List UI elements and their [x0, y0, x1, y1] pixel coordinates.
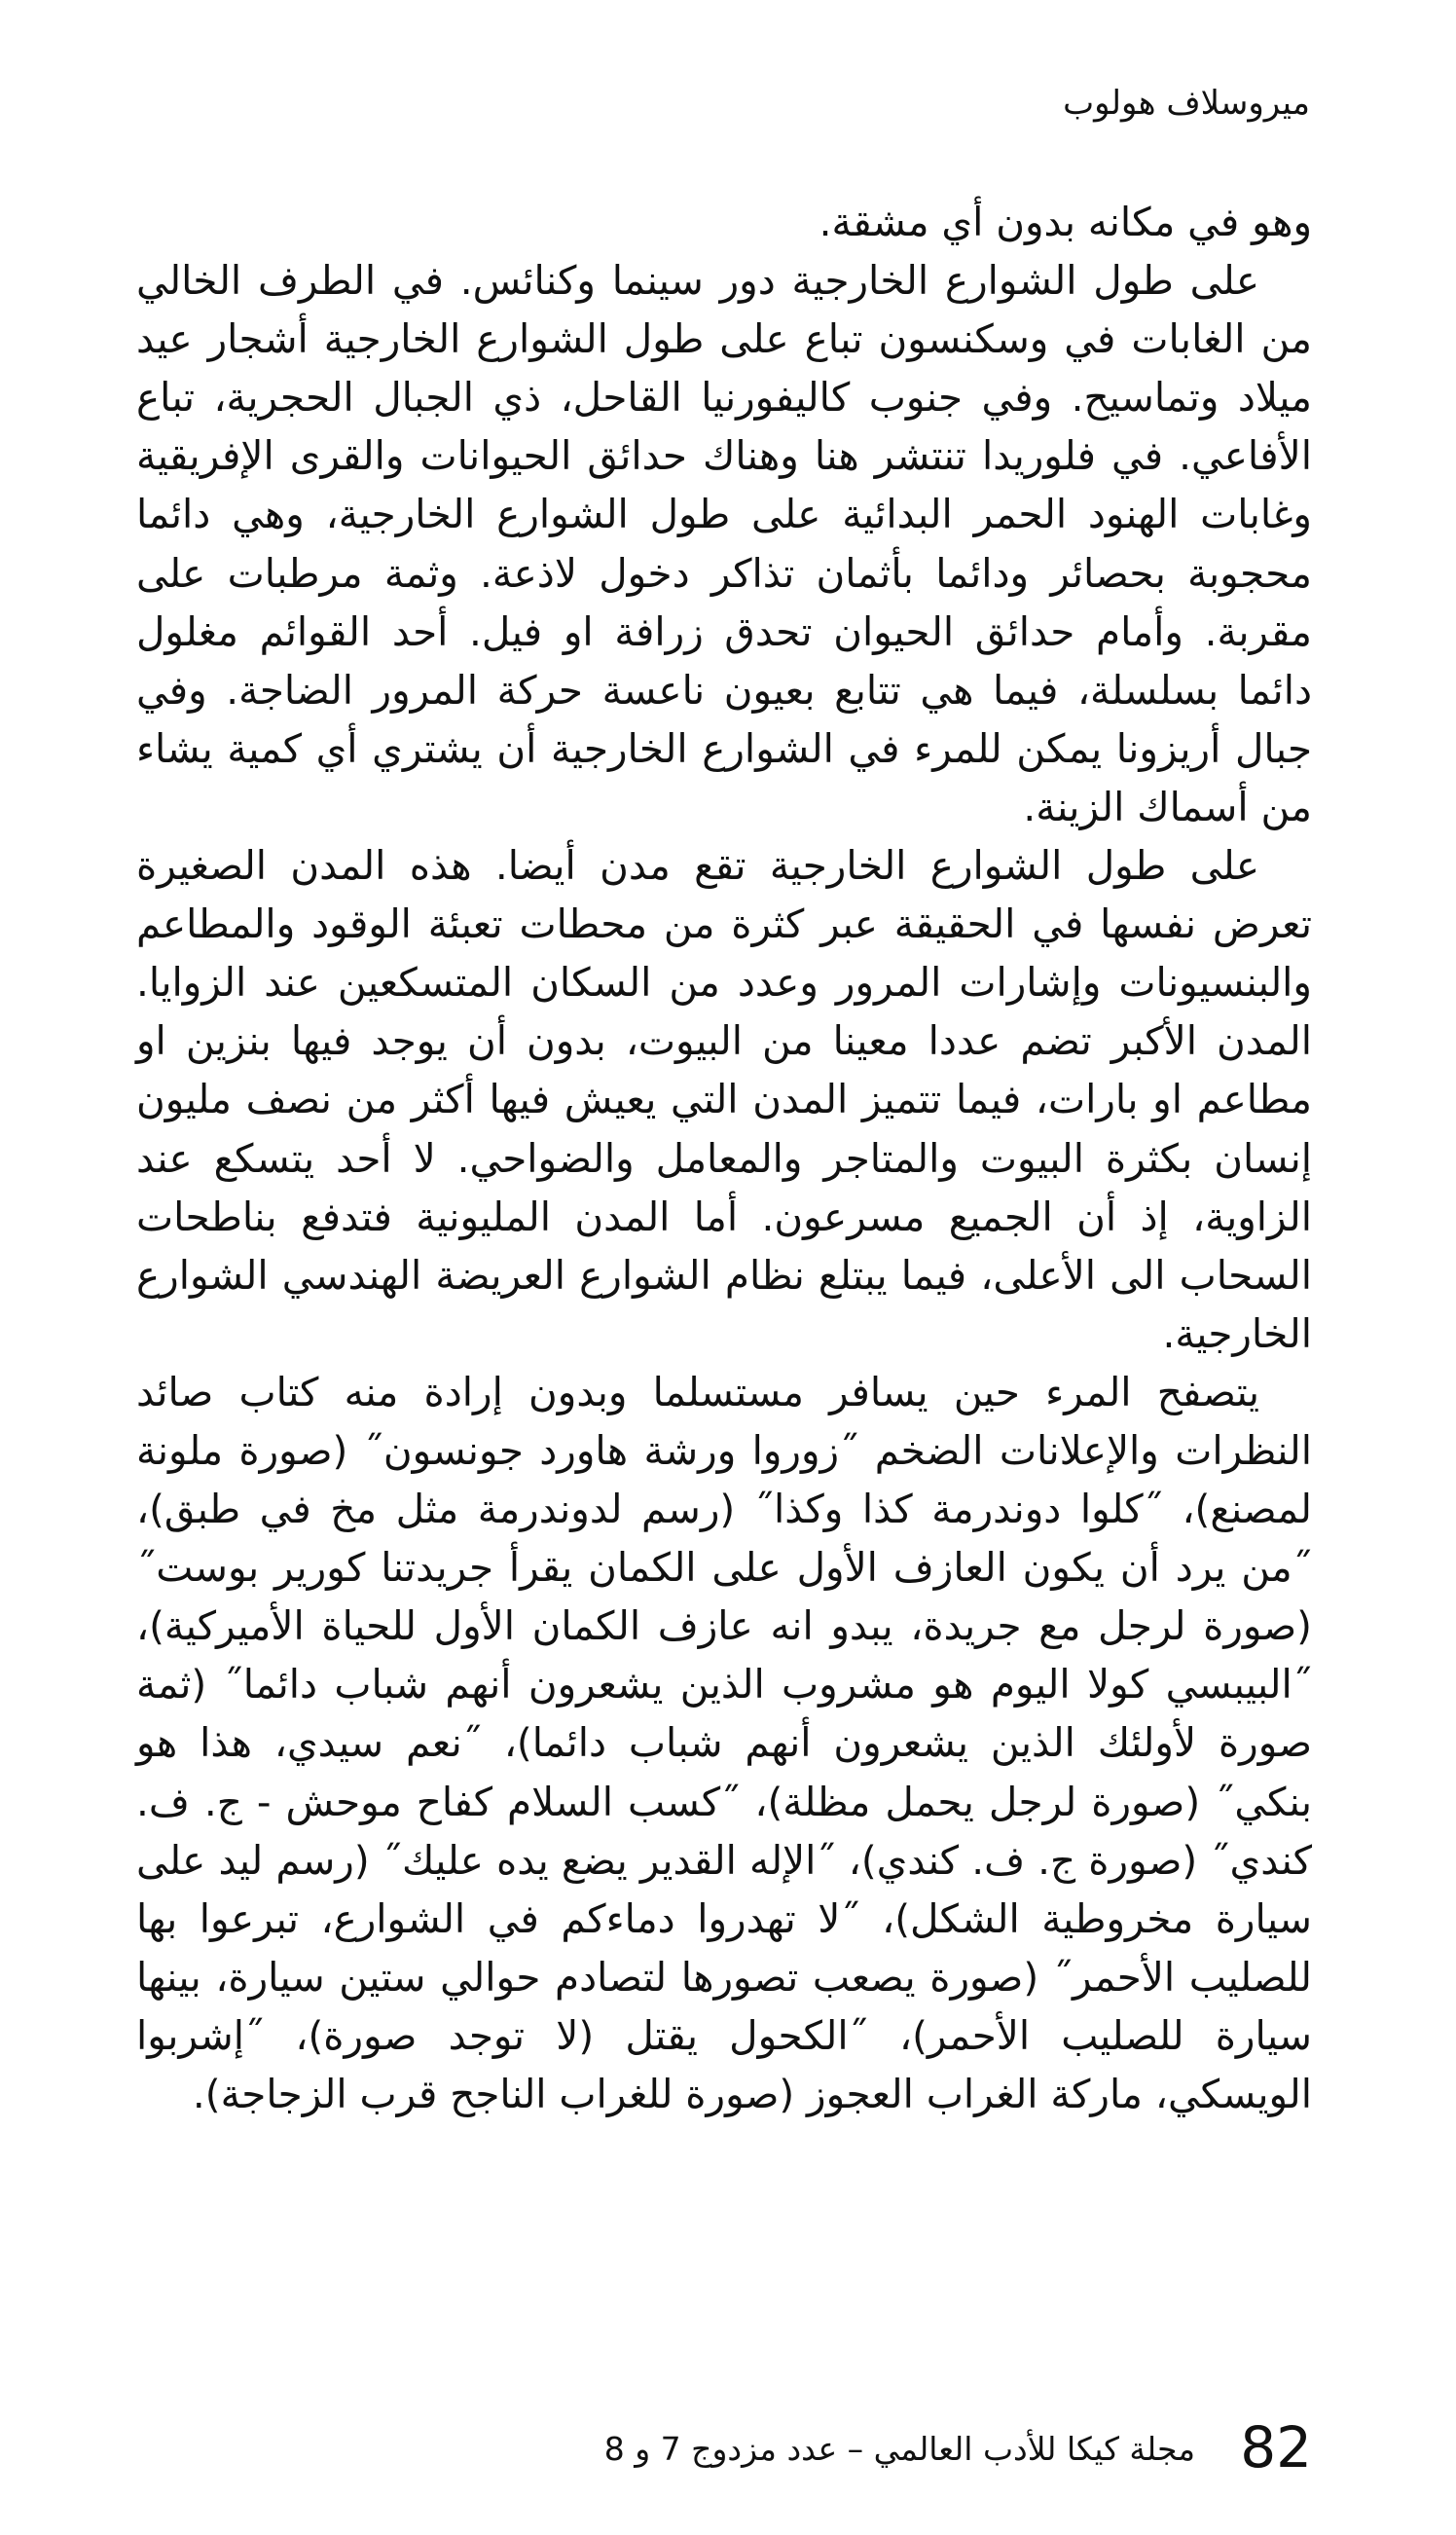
paragraph-1: وهو في مكانه بدون أي مشقة. — [819, 199, 1312, 245]
article-body — [136, 193, 1312, 2123]
paragraph-3: على طول الشوارع الخارجية تقع مدن أيضا. هذه المدن الصغيرة تعرض نفسها في الحقيقة عبر كثرة من محطات تعبئة الوقود والمطاعم والبنسيونات وإشارات المرور وعدد من السكان المتسكعين عند الزوايا. المدن الأكبر تضم عددا معينا من البيوت، بدون أن يوجد فيها بنزين او مطاعم او بارات، فيما تتميز المدن التي يعيش فيها أكثر من نصف مليون إنسان بكثرة البيوت والمتاجر والمعامل والضواحي. لا أحد يتسكع عند الزاوية، إذ أن الجميع مسرعون. أما المدن المليونية فتدفع بناطحات السحاب الى الأعلى، فيما يبتلع نظام الشوارع العريضة الهندسي الشوارع الخارجية. — [136, 842, 1312, 1357]
page-footer — [136, 2412, 1312, 2490]
page-number: 82 — [1240, 2414, 1312, 2480]
paragraph-2: على طول الشوارع الخارجية دور سينما وكنائس. في الطرف الخالي من الغابات في وسكنسون تباع على طول الشوارع الخارجية أشجار عيد ميلاد وتماسيح. وفي جنوب كاليفورنيا القاحل، ذي الجبال الحجرية، تباع الأفاعي. في فلوريدا تنتشر هنا وهناك حدائق الحيوانات والقرى الإفريقية وغابات الهنود الحمر البدائية على طول الشوارع الخارجية، وهي دائما محجوبة بحصائر ودائما بأثمان تذاكر دخول لاذعة. وثمة مرطبات على مقربة. وأمام حدائق الحيوان تحدق زرافة او فيل. أحد القوائم مغلول دائما بسلسلة، فيما هي تتابع بعيون ناعسة حركة المرور الضاجة. وفي جبال أريزونا يمكن للمرء في الشوارع الخارجية أن يشتري أي كمية يشاء من أسماك الزينة. — [136, 257, 1312, 830]
journal-title: مجلة كيكا للأدب العالمي – عدد مزدوج 7 و 8 — [603, 2430, 1195, 2468]
paragraph-4: يتصفح المرء حين يسافر مستسلما وبدون إرادة منه كتاب صائد النظرات والإعلانات الضخم ˝زوروا ورشة هاورد جونسون˝ (صورة ملونة لمصنع)، ˝كلوا دوندرمة كذا وكذا˝ (رسم لدوندرمة مثل مخ في طبق)، ˝من يرد أن يكون العازف الأول على الكمان يقرأ جريدتنا كورير بوست˝ (صورة لرجل مع جريدة، يبدو انه عازف الكمان الأول للحياة الأميركية)، ˝البيبسي كولا اليوم هو مشروب الذين يشعرون أنهم شباب دائما˝ (ثمة صورة لأولئك الذين يشعرون أنهم شباب دائما)، ˝نعم سيدي، هذا هو بنكي˝ (صورة لرجل يحمل مظلة)، ˝كسب السلام كفاح موحش - ج. ف. كندي˝ (صورة ج. ف. كندي)، ˝الإله القدير يضع يده عليك˝ (رسم ليد على سيارة مخروطية الشكل)، ˝لا تهدروا دماءكم في الشوارع، تبرعوا بها للصليب الأحمر˝ (صورة يصعب تصورها لتصادم حوالي ستين سيارة، بينها سيارة للصليب الأحمر)، ˝الكحول يقتل (لا توجد صورة)، ˝إشربوا الويسكي، ماركة الغراب العجوز (صورة للغراب الناجح قرب الزجاجة). — [136, 1368, 1312, 2117]
running-head: ميروسلاف هولوب — [1063, 84, 1310, 123]
